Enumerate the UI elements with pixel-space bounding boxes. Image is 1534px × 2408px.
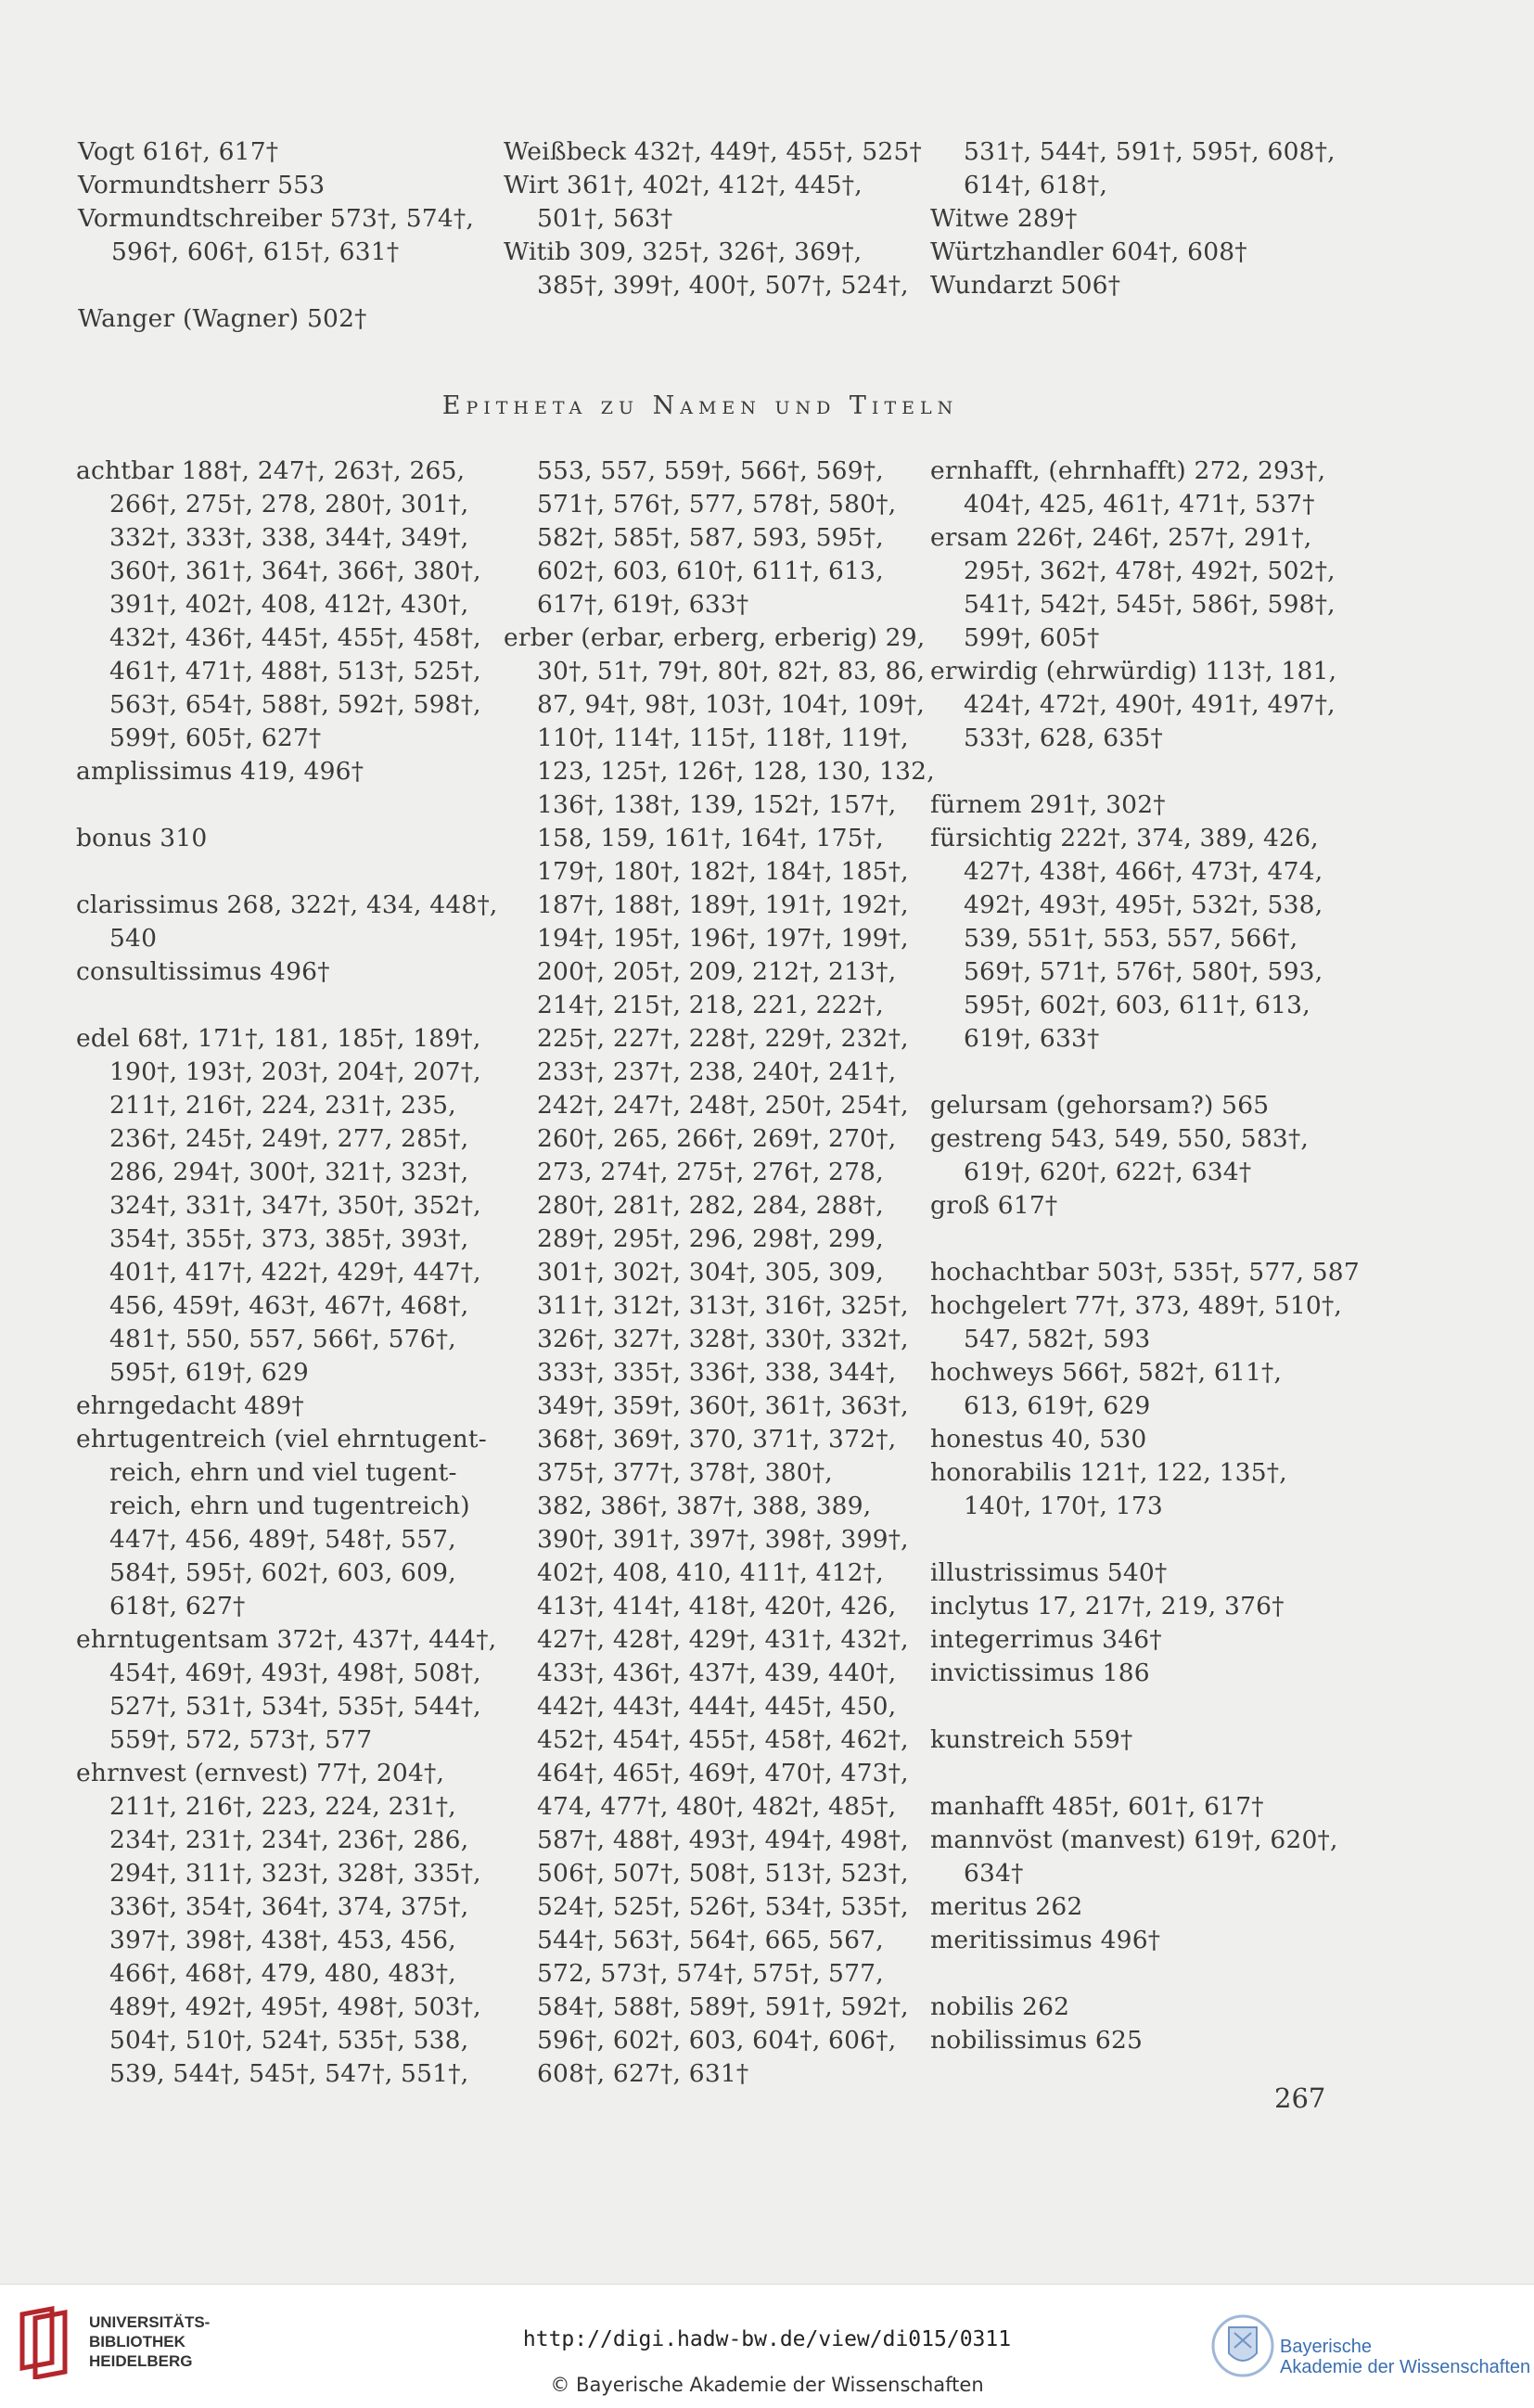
index-entry [76, 1623, 498, 1757]
entry-headword-line: Vogt 616†, 617† [78, 137, 279, 166]
entry-headword-line: hochachtbar 503†, 535†, 577, 587 [930, 1258, 1360, 1287]
entry-continuation-line: 211†, 216†, 223, 224, 231†, [109, 1792, 456, 1821]
entry-continuation-line: 295†, 362†, 478†, 492†, 502†, [964, 557, 1336, 585]
entry-headword-line: mannvöst (manvest) 619†, 620†, [930, 1825, 1338, 1854]
entry-continuation-line: 547, 582†, 593 [964, 1325, 1151, 1353]
entry-headword-line: honestus 40, 530 [930, 1425, 1147, 1454]
index-entry [76, 1757, 498, 2091]
index-entry [76, 822, 498, 855]
index-column-right [930, 455, 1360, 2057]
index-entry [930, 1723, 1360, 1757]
entry-headword-line: kunstreich 559† [930, 1725, 1133, 1754]
index-entry [78, 202, 474, 269]
library-name-line-1: UNIVERSITÄTS- [89, 2313, 211, 2331]
entry-continuation-line: 553, 557, 559†, 566†, 569†, [537, 456, 884, 485]
index-entry [78, 169, 474, 202]
entry-headword-line: ehrngedacht 489† [76, 1391, 304, 1420]
entry-continuation-line: 432†, 436†, 445†, 455†, 458†, [109, 623, 481, 652]
entry-continuation-line: 539, 544†, 545†, 547†, 551†, [109, 2059, 469, 2088]
entry-continuation-line: 433†, 436†, 437†, 439, 440†, [537, 1659, 897, 1687]
entry-continuation-line: 158, 159, 161†, 164†, 175†, [537, 824, 884, 852]
entry-continuation-line: 599†, 605† [964, 623, 1100, 652]
entry-continuation-line: 524†, 525†, 526†, 534†, 535†, [537, 1892, 909, 1921]
entry-continuation-line: 447†, 456, 489†, 548†, 557, [109, 1525, 456, 1554]
library-name-line-2: BIBLIOTHEK [89, 2333, 185, 2350]
entry-continuation-line: 242†, 247†, 248†, 250†, 254†, [537, 1091, 909, 1120]
entry-headword-line: Vormundtschreiber 573†, 574†, [78, 204, 475, 233]
entry-headword-line: Weißbeck 432†, 449†, 455†, 525† [504, 137, 922, 166]
entry-continuation-line: 424†, 472†, 490†, 491†, 497†, [964, 690, 1336, 719]
section-heading: Epitheta zu Namen und Titeln [441, 391, 959, 420]
entry-continuation-line: 332†, 333†, 338, 344†, 349†, [109, 523, 469, 552]
entry-continuation-line: 584†, 595†, 602†, 603, 609, [109, 1558, 456, 1587]
top-column-right [930, 135, 1336, 302]
entry-headword-line: Witib 309, 325†, 326†, 369†, [504, 237, 863, 266]
index-entry [930, 1456, 1360, 1523]
entry-continuation-line: 311†, 312†, 313†, 316†, 325†, [537, 1291, 909, 1320]
entry-headword-line: ernhafft, (ehrnhafft) 272, 293†, [930, 456, 1326, 485]
entry-spacer [78, 269, 474, 302]
entry-continuation-line: 617†, 619†, 633† [537, 590, 749, 619]
entry-headword-line: amplissimus 419, 496† [76, 757, 364, 786]
entry-headword-line: integerrimus 346† [930, 1625, 1162, 1654]
entry-continuation-line: 452†, 454†, 455†, 458†, 462†, [537, 1725, 909, 1754]
entry-continuation-line: 527†, 531†, 534†, 535†, 544†, [109, 1692, 481, 1721]
entry-spacer [930, 1757, 1360, 1790]
entry-continuation-line: 501†, 563† [537, 204, 673, 233]
entry-headword-line: inclytus 17, 217†, 219, 376† [930, 1592, 1285, 1620]
entry-continuation-line: 375†, 377†, 378†, 380†, [537, 1458, 833, 1487]
entry-continuation-line: 233†, 237†, 238, 240†, 241†, [537, 1057, 897, 1086]
entry-headword-line: erber (erbar, erberg, erberig) 29, [504, 623, 926, 652]
index-entry [76, 1390, 498, 1423]
entry-headword-line: fürnem 291†, 302† [930, 790, 1166, 819]
entry-continuation-line: 354†, 355†, 373, 385†, 393†, [109, 1224, 469, 1253]
entry-continuation-line: 539, 551†, 553, 557, 566†, [964, 924, 1298, 953]
index-entry [76, 755, 498, 788]
entry-continuation-line: 368†, 369†, 370, 371†, 372†, [537, 1425, 897, 1454]
entry-continuation-line: 596†, 606†, 615†, 631† [111, 237, 400, 266]
entry-continuation-line: 492†, 493†, 495†, 532†, 538, [964, 890, 1323, 919]
index-entry [930, 655, 1360, 755]
entry-headword-line: honorabilis 121†, 122, 135†, [930, 1458, 1287, 1487]
index-entry [930, 521, 1360, 655]
entry-continuation-line: 87, 94†, 98†, 103†, 104†, 109†, [537, 690, 926, 719]
entry-continuation-line: 280†, 281†, 282, 284, 288†, [537, 1191, 884, 1220]
academy-name [1280, 2337, 1530, 2377]
entry-headword-line: Wanger (Wagner) 502† [78, 304, 367, 333]
entry-continuation-line: 427†, 428†, 429†, 431†, 432†, [537, 1625, 909, 1654]
index-entry [930, 1590, 1360, 1623]
entry-continuation-line: 456, 459†, 463†, 467†, 468†, [109, 1291, 469, 1320]
entry-continuation-line: 634† [964, 1859, 1024, 1888]
entry-continuation-line: reich, ehrn und viel tugent- [109, 1458, 457, 1487]
entry-headword-line: hochgelert 77†, 373, 489†, 510†, [930, 1291, 1343, 1320]
entry-headword-line: bonus 310 [76, 824, 208, 852]
entry-continuation-line: 504†, 510†, 524†, 535†, 538, [109, 2026, 469, 2055]
index-entry [504, 455, 935, 621]
entry-continuation-line: 466†, 468†, 479, 480, 483†, [109, 1959, 456, 1988]
entry-headword-line: ehrtugentreich (viel ehrntugent- [76, 1425, 487, 1454]
entry-continuation-line: 464†, 465†, 469†, 470†, 473†, [537, 1759, 909, 1787]
entry-continuation-line: 349†, 359†, 360†, 361†, 363†, [537, 1391, 909, 1420]
index-entry [76, 955, 498, 989]
entry-continuation-line: 540 [109, 924, 158, 953]
entry-headword-line: meritissimus 496† [930, 1926, 1161, 1954]
entry-continuation-line: 390†, 391†, 397†, 398†, 399†, [537, 1525, 909, 1554]
entry-continuation-line: 190†, 193†, 203†, 204†, 207†, [109, 1057, 481, 1086]
entry-continuation-line: 613, 619†, 629 [964, 1391, 1151, 1420]
entry-continuation-line: reich, ehrn und tugentreich) [109, 1492, 470, 1520]
entry-continuation-line: 595†, 619†, 629 [109, 1358, 309, 1387]
entry-continuation-line: 619†, 620†, 622†, 634† [964, 1158, 1252, 1186]
entry-continuation-line: 385†, 399†, 400†, 507†, 524†, [537, 271, 909, 300]
entry-continuation-line: 123, 125†, 126†, 128, 130, 132, [537, 757, 935, 786]
entry-headword-line: gestreng 543, 549, 550, 583†, [930, 1124, 1310, 1153]
entry-continuation-line: 506†, 507†, 508†, 513†, 523†, [537, 1859, 909, 1888]
entry-headword-line: nobilissimus 625 [930, 2026, 1144, 2055]
entry-continuation-line: 584†, 588†, 589†, 591†, 592†, [537, 1992, 909, 2021]
entry-continuation-line: 236†, 245†, 249†, 277, 285†, [109, 1124, 469, 1153]
index-entry [930, 1423, 1360, 1456]
index-entry [930, 1189, 1360, 1223]
entry-headword-line: clarissimus 268, 322†, 434, 448†, [76, 890, 498, 919]
entry-spacer [930, 755, 1360, 788]
entry-continuation-line: 214†, 215†, 218, 221, 222†, [537, 991, 884, 1019]
index-entry [76, 1423, 498, 1623]
entry-continuation-line: 179†, 180†, 182†, 184†, 185†, [537, 857, 909, 886]
entry-continuation-line: 336†, 354†, 364†, 374, 375†, [109, 1892, 469, 1921]
entry-continuation-line: 559†, 572, 573†, 577 [109, 1725, 373, 1754]
entry-continuation-line: 602†, 603, 610†, 611†, 613, [537, 557, 884, 585]
index-column-left [76, 455, 498, 2091]
entry-continuation-line: 618†, 627† [109, 1592, 246, 1620]
index-entry [930, 2024, 1360, 2057]
entry-continuation-line: 324†, 331†, 347†, 350†, 352†, [109, 1191, 481, 1220]
entry-continuation-line: 234†, 231†, 234†, 236†, 286, [109, 1825, 469, 1854]
entry-continuation-line: 211†, 216†, 224, 231†, 235, [109, 1091, 456, 1120]
entry-spacer [76, 989, 498, 1022]
entry-continuation-line: 187†, 188†, 189†, 191†, 192†, [537, 890, 909, 919]
entry-headword-line: edel 68†, 171†, 181, 185†, 189†, [76, 1024, 481, 1053]
entry-headword-line: manhafft 485†, 601†, 617† [930, 1792, 1264, 1821]
index-entry [504, 236, 922, 302]
index-entry [504, 135, 922, 169]
entry-continuation-line: 326†, 327†, 328†, 330†, 332†, [537, 1325, 909, 1353]
entry-headword-line: invictissimus 186 [930, 1659, 1150, 1687]
index-entry [930, 1256, 1360, 1289]
entry-headword-line: fürsichtig 222†, 374, 389, 426, [930, 824, 1319, 852]
entry-continuation-line: 608†, 627†, 631† [537, 2059, 749, 2088]
academy-name-line-2: Akademie der Wissenschaften [1280, 2357, 1531, 2377]
index-entry [930, 1890, 1360, 1924]
index-column-middle [504, 455, 935, 2091]
index-entry [76, 455, 498, 755]
index-entry [930, 135, 1336, 202]
entry-continuation-line: 442†, 443†, 444†, 445†, 450, [537, 1692, 897, 1721]
entry-continuation-line: 489†, 492†, 495†, 498†, 503†, [109, 1992, 481, 2021]
entry-continuation-line: 404†, 425, 461†, 471†, 537† [964, 490, 1315, 519]
entry-continuation-line: 541†, 542†, 545†, 586†, 598†, [964, 590, 1336, 619]
entry-continuation-line: 397†, 398†, 438†, 453, 456, [109, 1926, 456, 1954]
entry-continuation-line: 582†, 585†, 587, 593, 595†, [537, 523, 884, 552]
entry-headword-line: ehrnvest (ernvest) 77†, 204†, [76, 1759, 445, 1787]
index-entry [930, 1824, 1360, 1890]
entry-continuation-line: 427†, 438†, 466†, 473†, 474, [964, 857, 1323, 886]
entry-continuation-line: 474, 477†, 480†, 482†, 485†, [537, 1792, 897, 1821]
entry-headword-line: achtbar 188†, 247†, 263†, 265, [76, 456, 466, 485]
index-entry [76, 889, 498, 955]
entry-continuation-line: 266†, 275†, 278, 280†, 301†, [109, 490, 469, 519]
index-entry [78, 135, 474, 169]
entry-continuation-line: 273, 274†, 275†, 276†, 278, [537, 1158, 884, 1186]
index-entry [76, 1022, 498, 1390]
footer-bar [0, 2284, 1534, 2408]
entry-headword-line: ehrntugentsam 372†, 437†, 444†, [76, 1625, 497, 1654]
index-entry [504, 169, 922, 236]
entry-continuation-line: 587†, 488†, 493†, 494†, 498†, [537, 1825, 909, 1854]
entry-headword-line: hochweys 566†, 582†, 611†, [930, 1358, 1283, 1387]
index-entry [930, 1924, 1360, 1957]
index-entry [930, 1122, 1360, 1189]
entry-continuation-line: 563†, 654†, 588†, 592†, 598†, [109, 690, 481, 719]
entry-continuation-line: 382, 386†, 387†, 388, 389, [537, 1492, 872, 1520]
entry-continuation-line: 136†, 138†, 139, 152†, 157†, [537, 790, 897, 819]
entry-continuation-line: 481†, 550, 557, 566†, 576†, [109, 1325, 456, 1353]
index-entry [930, 1790, 1360, 1824]
entry-continuation-line: 614†, 618†, [964, 171, 1108, 199]
entry-continuation-line: 569†, 571†, 576†, 580†, 593, [964, 957, 1323, 986]
entry-continuation-line: 461†, 471†, 488†, 513†, 525†, [109, 657, 481, 685]
entry-continuation-line: 401†, 417†, 422†, 429†, 447†, [109, 1258, 481, 1287]
entry-spacer [76, 855, 498, 889]
entry-headword-line: Würtzhandler 604†, 608† [930, 237, 1247, 266]
top-column-left [78, 135, 474, 336]
academy-crest-icon [1210, 2307, 1275, 2389]
entry-headword-line: gelursam (gehorsam?) 565 [930, 1091, 1270, 1120]
index-entry [930, 1991, 1360, 2024]
library-name-line-3: HEIDELBERG [89, 2352, 193, 2370]
entry-headword-line: ersam 226†, 246†, 257†, 291†, [930, 523, 1312, 552]
entry-continuation-line: 110†, 114†, 115†, 118†, 119†, [537, 724, 909, 752]
entry-continuation-line: 140†, 170†, 173 [964, 1492, 1163, 1520]
entry-spacer [930, 1690, 1360, 1723]
index-entry [930, 269, 1336, 302]
entry-continuation-line: 333†, 335†, 336†, 338, 344†, [537, 1358, 897, 1387]
entry-headword-line: erwirdig (ehrwürdig) 113†, 181, [930, 657, 1337, 685]
entry-continuation-line: 599†, 605†, 627† [109, 724, 322, 752]
entry-continuation-line: 360†, 361†, 364†, 366†, 380†, [109, 557, 481, 585]
index-entry [504, 621, 935, 2091]
entry-spacer [76, 788, 498, 822]
entry-headword-line: Wirt 361†, 402†, 412†, 445†, [504, 171, 863, 199]
entry-continuation-line: 391†, 402†, 408, 412†, 430†, [109, 590, 469, 619]
entry-headword-line: Witwe 289† [930, 204, 1078, 233]
top-column-middle [504, 135, 922, 302]
entry-spacer [930, 1957, 1360, 1991]
index-entry [930, 1657, 1360, 1690]
entry-headword-line: illustrissimus 540† [930, 1558, 1168, 1587]
index-entry [930, 788, 1360, 822]
index-entry [930, 236, 1336, 269]
entry-continuation-line: 260†, 265, 266†, 269†, 270†, [537, 1124, 897, 1153]
academy-name-line-1: Bayerische [1280, 2337, 1372, 2357]
entry-continuation-line: 286, 294†, 300†, 321†, 323†, [109, 1158, 469, 1186]
page-number: 267 [1274, 2082, 1326, 2114]
entry-continuation-line: 533†, 628, 635† [964, 724, 1163, 752]
copyright-notice: © Bayerische Akademie der Wissenschaften [550, 2374, 984, 2396]
index-entry [930, 455, 1360, 521]
entry-headword-line: groß 617† [930, 1191, 1058, 1220]
entry-headword-line: meritus 262 [930, 1892, 1083, 1921]
entry-spacer [930, 1056, 1360, 1089]
entry-headword-line: Vormundtsherr 553 [78, 171, 326, 199]
entry-continuation-line: 289†, 295†, 296, 298†, 299, [537, 1224, 884, 1253]
entry-continuation-line: 301†, 302†, 304†, 305, 309, [537, 1258, 884, 1287]
entry-spacer [930, 1523, 1360, 1556]
entry-continuation-line: 294†, 311†, 323†, 328†, 335†, [109, 1859, 481, 1888]
entry-continuation-line: 596†, 602†, 603, 604†, 606†, [537, 2026, 897, 2055]
entry-headword-line: Wundarzt 506† [930, 271, 1121, 300]
index-entry [930, 1289, 1360, 1356]
entry-continuation-line: 531†, 544†, 591†, 595†, 608†, [964, 137, 1336, 166]
entry-continuation-line: 194†, 195†, 196†, 197†, 199†, [537, 924, 909, 953]
entry-continuation-line: 225†, 227†, 228†, 229†, 232†, [537, 1024, 909, 1053]
entry-continuation-line: 571†, 576†, 577, 578†, 580†, [537, 490, 897, 519]
index-entry [930, 202, 1336, 236]
entry-continuation-line: 200†, 205†, 209, 212†, 213†, [537, 957, 897, 986]
index-entry [930, 1623, 1360, 1657]
permalink-url[interactable]: http://digi.hadw-bw.de/view/di015/0311 [522, 2327, 1012, 2351]
index-entry [930, 822, 1360, 1056]
entry-continuation-line: 454†, 469†, 493†, 498†, 508†, [109, 1659, 481, 1687]
entry-headword-line: consultissimus 496† [76, 957, 330, 986]
index-entry [930, 1556, 1360, 1590]
entry-continuation-line: 544†, 563†, 564†, 665, 567, [537, 1926, 884, 1954]
entry-continuation-line: 595†, 602†, 603, 611†, 613, [964, 991, 1310, 1019]
entry-continuation-line: 619†, 633† [964, 1024, 1100, 1053]
entry-spacer [930, 1223, 1360, 1256]
index-entry [930, 1356, 1360, 1423]
entry-headword-line: nobilis 262 [930, 1992, 1070, 2021]
index-entry [930, 1089, 1360, 1122]
entry-continuation-line: 572, 573†, 574†, 575†, 577, [537, 1959, 884, 1988]
entry-continuation-line: 413†, 414†, 418†, 420†, 426, [537, 1592, 897, 1620]
entry-continuation-line: 402†, 408, 410, 411†, 412†, [537, 1558, 884, 1587]
entry-continuation-line: 30†, 51†, 79†, 80†, 82†, 83, 86, [537, 657, 926, 685]
index-entry [78, 302, 474, 336]
